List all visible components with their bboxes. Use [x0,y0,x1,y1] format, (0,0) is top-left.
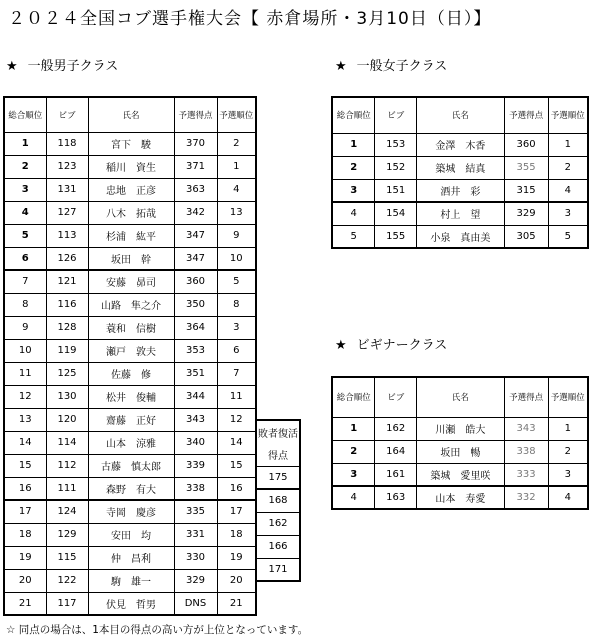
cell-name: 金澤 木香 [417,133,505,156]
table-row [332,202,588,225]
col-header-qual: 予選順位 [548,377,588,417]
cell-bib: 111 [46,477,88,500]
beginner-results-table [331,376,589,510]
cell-rank: 8 [4,293,46,316]
cell-score: 363 [174,178,217,201]
table-row [4,339,256,362]
cell-rank: 9 [4,316,46,339]
cell-score: 355 [504,156,548,179]
cell-bib: 118 [46,132,88,155]
table-row [332,417,588,440]
table-row [332,463,588,486]
cell-score: 331 [174,523,217,546]
revival-row [256,558,300,581]
cell-score: 360 [504,133,548,156]
cell-rank: 4 [332,486,375,509]
cell-name: 稲川 資生 [88,155,174,178]
cell-qual: 7 [217,362,256,385]
cell-bib: 127 [46,201,88,224]
cell-bib: 117 [46,592,88,615]
cell-name: 佐藤 修 [88,362,174,385]
cell-name: 蓑和 信樹 [88,316,174,339]
table-row [332,486,588,509]
cell-name: 築城 愛里咲 [417,463,505,486]
cell-score: 315 [504,179,548,202]
revival-header: 敗者復活 [256,420,300,443]
table-row [4,546,256,569]
cell-bib: 162 [375,417,417,440]
cell-rank: 19 [4,546,46,569]
cell-qual: 2 [548,440,588,463]
revival-table [255,419,301,582]
page-title: ２０２４全国コブ選手権大会【 赤倉場所・3月10日（日）】 [8,9,492,29]
cell-qual: 20 [217,569,256,592]
table-row [4,592,256,615]
cell-qual: 14 [217,431,256,454]
col-header-score: 予選得点 [504,97,548,133]
col-header-qual: 予選順位 [217,97,256,132]
cell-bib: 113 [46,224,88,247]
star-icon: ★ [335,59,347,74]
table-row [4,477,256,500]
cell-name: 山路 隼之介 [88,293,174,316]
table-row [4,385,256,408]
cell-bib: 124 [46,500,88,523]
revival-score: 175 [256,466,300,489]
cell-qual: 2 [217,132,256,155]
section-beginner-label: ビギナークラス [356,338,448,353]
cell-rank: 2 [4,155,46,178]
cell-qual: 3 [217,316,256,339]
cell-rank: 5 [4,224,46,247]
cell-score: 339 [174,454,217,477]
cell-score: 364 [174,316,217,339]
cell-name: 八木 拓哉 [88,201,174,224]
cell-bib: 114 [46,431,88,454]
revival-score: 162 [256,512,300,535]
star-icon: ★ [6,59,18,74]
cell-bib: 155 [375,225,417,248]
cell-rank: 12 [4,385,46,408]
cell-bib: 125 [46,362,88,385]
cell-qual: 3 [548,463,588,486]
col-header-score: 予選得点 [174,97,217,132]
cell-score: 342 [174,201,217,224]
revival-score: 166 [256,535,300,558]
section-women-label: 一般女子クラス [356,59,448,74]
cell-rank: 2 [332,156,375,179]
cell-score: 338 [504,440,548,463]
cell-bib: 128 [46,316,88,339]
cell-qual: 1 [217,155,256,178]
cell-qual: 11 [217,385,256,408]
men-results-table [3,96,257,616]
table-row [332,179,588,202]
cell-rank: 1 [332,417,375,440]
cell-name: 寺岡 慶彦 [88,500,174,523]
revival-subheader: 得点 [256,443,300,466]
cell-rank: 4 [4,201,46,224]
cell-bib: 115 [46,546,88,569]
cell-qual: 16 [217,477,256,500]
cell-qual: 1 [548,417,588,440]
cell-bib: 121 [46,270,88,293]
revival-row [256,535,300,558]
cell-qual: 15 [217,454,256,477]
cell-rank: 3 [4,178,46,201]
cell-name: 杉浦 紘平 [88,224,174,247]
cell-bib: 151 [375,179,417,202]
cell-qual: 19 [217,546,256,569]
cell-qual: 21 [217,592,256,615]
cell-bib: 126 [46,247,88,270]
cell-rank: 1 [4,132,46,155]
cell-score: 350 [174,293,217,316]
table-row [4,178,256,201]
cell-name: 小泉 真由美 [417,225,505,248]
table-row [4,523,256,546]
cell-score: 340 [174,431,217,454]
table-row [4,132,256,155]
table-row [4,270,256,293]
cell-score: 330 [174,546,217,569]
col-header-name: 氏名 [88,97,174,132]
table-row [4,454,256,477]
cell-bib: 112 [46,454,88,477]
cell-qual: 4 [548,179,588,202]
cell-name: 古藤 慎太郎 [88,454,174,477]
cell-score: 332 [504,486,548,509]
cell-bib: 129 [46,523,88,546]
cell-bib: 153 [375,133,417,156]
cell-qual: 3 [548,202,588,225]
cell-name: 築城 結真 [417,156,505,179]
cell-qual: 5 [217,270,256,293]
cell-name: 松井 俊輔 [88,385,174,408]
cell-rank: 15 [4,454,46,477]
cell-qual: 12 [217,408,256,431]
cell-score: 338 [174,477,217,500]
table-row [332,156,588,179]
cell-score: 305 [504,225,548,248]
revival-row [256,512,300,535]
star-icon: ★ [335,338,347,353]
cell-rank: 11 [4,362,46,385]
cell-rank: 2 [332,440,375,463]
cell-score: 347 [174,224,217,247]
cell-bib: 152 [375,156,417,179]
cell-name: 安田 均 [88,523,174,546]
cell-qual: 4 [217,178,256,201]
cell-bib: 131 [46,178,88,201]
cell-bib: 161 [375,463,417,486]
cell-rank: 4 [332,202,375,225]
col-header-rank: 総合順位 [332,377,375,417]
table-row [4,293,256,316]
section-men [6,55,118,74]
cell-bib: 120 [46,408,88,431]
cell-bib: 164 [375,440,417,463]
cell-rank: 16 [4,477,46,500]
revival-score: 171 [256,558,300,581]
cell-qual: 8 [217,293,256,316]
cell-qual: 18 [217,523,256,546]
table-row [4,408,256,431]
cell-qual: 10 [217,247,256,270]
cell-name: 森野 有大 [88,477,174,500]
cell-bib: 123 [46,155,88,178]
table-row [4,431,256,454]
footnote: ☆ 同点の場合は、1本目の得点の高い方が上位となっています。 [6,624,309,636]
cell-name: 山本 寿愛 [417,486,505,509]
section-beginner [335,334,447,353]
section-men-label: 一般男子クラス [27,59,119,74]
cell-rank: 21 [4,592,46,615]
col-header-bib: ビブ [375,377,417,417]
cell-name: 伏見 哲男 [88,592,174,615]
table-row [332,440,588,463]
table-row [4,362,256,385]
women-results-table [331,96,589,249]
cell-rank: 20 [4,569,46,592]
col-header-score: 予選得点 [504,377,548,417]
cell-score: 351 [174,362,217,385]
revival-row [256,466,300,489]
cell-bib: 130 [46,385,88,408]
cell-rank: 17 [4,500,46,523]
table-row [4,201,256,224]
cell-bib: 119 [46,339,88,362]
col-header-bib: ビブ [46,97,88,132]
cell-score: 335 [174,500,217,523]
cell-rank: 13 [4,408,46,431]
cell-score: 343 [504,417,548,440]
cell-qual: 6 [217,339,256,362]
cell-rank: 10 [4,339,46,362]
cell-name: 宮下 駿 [88,132,174,155]
col-header-bib: ビブ [375,97,417,133]
cell-score: 371 [174,155,217,178]
table-row [4,316,256,339]
cell-name: 山本 涼雅 [88,431,174,454]
cell-rank: 7 [4,270,46,293]
col-header-rank: 総合順位 [4,97,46,132]
cell-name: 齋藤 正好 [88,408,174,431]
cell-qual: 17 [217,500,256,523]
cell-rank: 18 [4,523,46,546]
cell-name: 安藤 昴司 [88,270,174,293]
cell-name: 仲 昌利 [88,546,174,569]
cell-rank: 14 [4,431,46,454]
cell-score: 344 [174,385,217,408]
col-header-rank: 総合順位 [332,97,375,133]
cell-bib: 116 [46,293,88,316]
cell-name: 坂田 幹 [88,247,174,270]
cell-qual: 5 [548,225,588,248]
cell-score: 333 [504,463,548,486]
col-header-name: 氏名 [417,97,505,133]
table-row [4,247,256,270]
table-row [4,155,256,178]
cell-rank: 5 [332,225,375,248]
table-row [4,224,256,247]
cell-bib: 122 [46,569,88,592]
cell-score: 353 [174,339,217,362]
table-row [332,133,588,156]
revival-row [256,489,300,512]
section-women [335,55,447,74]
cell-name: 酒井 彩 [417,179,505,202]
cell-score: 329 [174,569,217,592]
col-header-name: 氏名 [417,377,505,417]
cell-qual: 9 [217,224,256,247]
cell-rank: 3 [332,463,375,486]
cell-name: 忠地 正彦 [88,178,174,201]
cell-name: 川瀬 皓大 [417,417,505,440]
cell-name: 村上 望 [417,202,505,225]
cell-bib: 163 [375,486,417,509]
revival-score: 168 [256,489,300,512]
cell-qual: 13 [217,201,256,224]
cell-name: 瀬戸 敦夫 [88,339,174,362]
cell-score: 347 [174,247,217,270]
cell-name: 坂田 暢 [417,440,505,463]
cell-score: 370 [174,132,217,155]
cell-rank: 6 [4,247,46,270]
cell-qual: 1 [548,133,588,156]
table-row [332,225,588,248]
cell-score: DNS [174,592,217,615]
table-row [4,569,256,592]
cell-rank: 1 [332,133,375,156]
cell-qual: 2 [548,156,588,179]
cell-rank: 3 [332,179,375,202]
cell-qual: 4 [548,486,588,509]
cell-bib: 154 [375,202,417,225]
col-header-qual: 予選順位 [548,97,588,133]
cell-score: 360 [174,270,217,293]
cell-score: 329 [504,202,548,225]
cell-name: 駒 雄一 [88,569,174,592]
table-row [4,500,256,523]
cell-score: 343 [174,408,217,431]
